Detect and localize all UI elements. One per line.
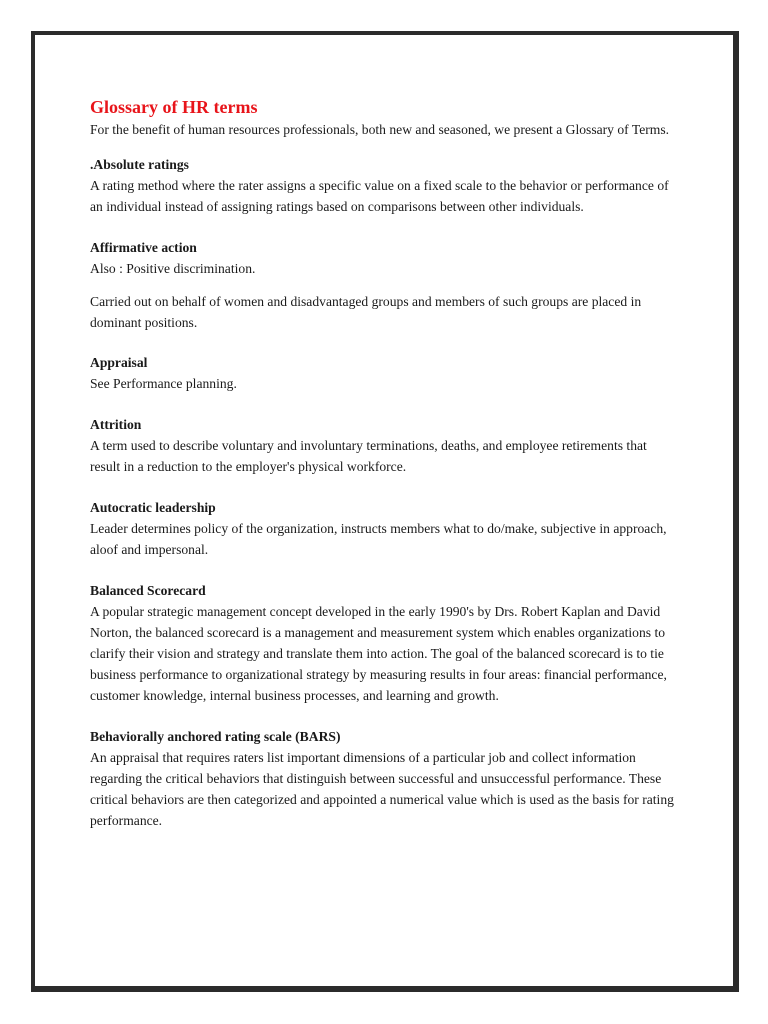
- glossary-term: Balanced Scorecard: [90, 583, 206, 598]
- document-page: [31, 31, 739, 992]
- glossary-entry-affirmative-action: [90, 237, 680, 333]
- glossary-definition: A rating method where the rater assigns a specific value on a fixed scale to the behavior or performance of an individual instead of assigning ratings based on comparisons between other individuals.: [90, 178, 669, 214]
- glossary-term: Autocratic leadership: [90, 500, 216, 515]
- glossary-term: Behaviorally anchored rating scale (BARS): [90, 729, 341, 744]
- glossary-definition: Also : Positive discrimination.: [90, 261, 256, 276]
- glossary-definition: Leader determines policy of the organization, instructs members what to do/make, subjective in approach, aloof and impersonal.: [90, 521, 667, 557]
- glossary-entry-attrition: [90, 414, 680, 477]
- glossary-entry-balanced-scorecard: [90, 580, 680, 706]
- glossary-entry-appraisal: [90, 352, 680, 394]
- document-content: [90, 95, 680, 831]
- glossary-term: Affirmative action: [90, 240, 197, 255]
- glossary-definition: An appraisal that requires raters list important dimensions of a particular job and collect information regarding the critical behaviors that distinguish between successful and unsuccessful performance. These critical behaviors are then categorized and appointed a numerical value which is used as the basis for rating performance.: [90, 750, 674, 828]
- glossary-definition: See Performance planning.: [90, 376, 237, 391]
- document-title: Glossary of HR terms: [90, 97, 258, 117]
- glossary-definition: A term used to describe voluntary and involuntary terminations, deaths, and employee retirements that result in a reduction to the employer's physical workforce.: [90, 438, 647, 474]
- glossary-entry-absolute-ratings: [90, 154, 680, 217]
- glossary-term: .Absolute ratings: [90, 157, 189, 172]
- glossary-definition: A popular strategic management concept developed in the early 1990's by Drs. Robert Kaplan and David Norton, the balanced scorecard is a management and measurement system which enables organizations to clarify their vision and strategy and translate them into action. The goal of the balanced scorecard is to tie business performance to organizational strategy by measuring results in four areas: financial performance, customer knowledge, internal business processes, and learning and growth.: [90, 604, 667, 703]
- document-intro: For the benefit of human resources professionals, both new and seasoned, we present a Glossary of Terms.: [90, 122, 670, 137]
- glossary-term: Attrition: [90, 417, 142, 432]
- glossary-term: Appraisal: [90, 355, 148, 370]
- glossary-definition-continued: Carried out on behalf of women and disadvantaged groups and members of such groups are placed in dominant positions.: [90, 294, 642, 330]
- glossary-entry-autocratic-leadership: [90, 497, 680, 560]
- glossary-entry-bars: [90, 726, 680, 831]
